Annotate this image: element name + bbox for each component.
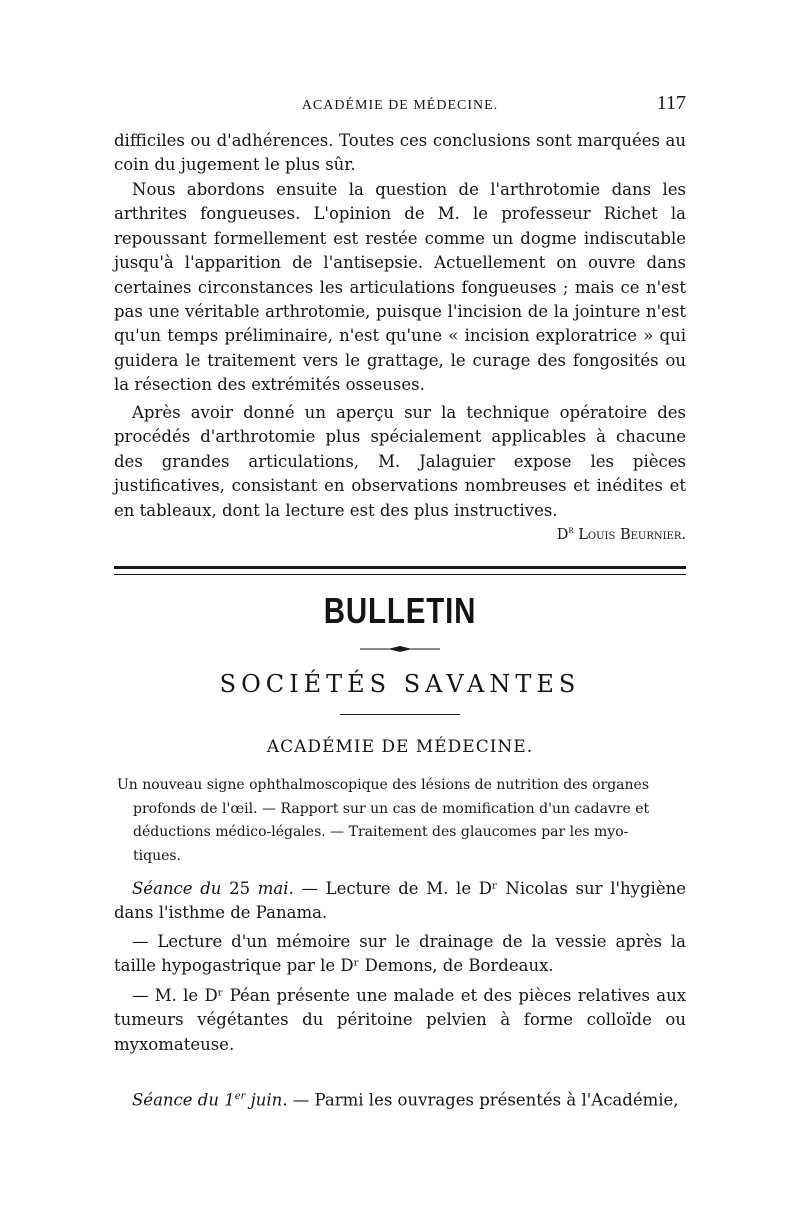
running-title: ACADÉMIE DE MÉDECINE. bbox=[301, 98, 499, 113]
societes-heading: SOCIÉTÉS SAVANTES bbox=[219, 670, 581, 698]
bulletin-title: BULLETIN bbox=[323, 590, 477, 631]
seance-label: Séance du bbox=[132, 879, 222, 898]
seance-25-mai bbox=[114, 877, 686, 926]
seance-month: mai. bbox=[257, 879, 294, 898]
session-summary bbox=[117, 774, 683, 868]
seance-month: juin. bbox=[245, 1090, 288, 1110]
summary-line: déductions médico-légales. — Traitement des glaucomes par les myo- bbox=[133, 824, 629, 840]
paragraph-continuation: difficiles ou d'adhérences. Toutes ces conclusions sont marquées au coin du jugement le plus sûr. bbox=[114, 131, 686, 175]
page-header bbox=[114, 92, 686, 122]
signature-prefix: D bbox=[556, 526, 569, 543]
ornament-divider bbox=[360, 645, 440, 653]
author-signature bbox=[557, 525, 686, 543]
summary-line: tiques. bbox=[133, 847, 182, 864]
seance-item-drainage: — Lecture d'un mémoire sur le drainage de la vessie après la taille hypogastrique par le Dʳ Demons, de Bordeaux. bbox=[114, 932, 686, 976]
page-number: 117 bbox=[656, 92, 686, 114]
seance-text: — Parmi les ouvrages présentés à l'Académie, bbox=[287, 1090, 679, 1110]
paragraph-arthrotomie: Nous abordons ensuite la question de l'arthrotomie dans les arthrites fongueuses. L'opinion de M. le professeur Richet la repoussant formellement est restée comme un dogme indiscutable jusqu'à l'apparition de l'antisepsie. Actuellement on ouvre dans certaines circonstances les articulations fongueuses ; mais ce n'est pas une véritable arthrotomie, puisque l'incision de la jointure n'est qu'un temps préliminaire, n'est qu'une « incision exploratrice » qui guidera le traitement vers le grattage, le curage des fongosités ou la résection des extrémités osseuses. bbox=[114, 180, 686, 395]
summary-line: profonds de l'œil. — Rapport sur un cas de momification d'un cadavre et bbox=[133, 800, 650, 817]
seance-item-pean: — M. le Dʳ Péan présente une malade et des pièces relatives aux tumeurs végétantes du péritoine pelvien à forme colloïde ou myxomateuse. bbox=[114, 986, 686, 1054]
summary-line: Un nouveau signe ophthalmoscopique des lésions de nutrition des organes bbox=[117, 777, 650, 793]
section-rule-thin bbox=[114, 574, 686, 575]
signature-name: Louis Beurnier. bbox=[573, 526, 686, 543]
seance-1er-juin bbox=[114, 1085, 686, 1113]
academie-heading: ACADÉMIE DE MÉDECINE. bbox=[266, 737, 534, 757]
seance-sup: er bbox=[234, 1091, 246, 1102]
section-rule-thick bbox=[114, 566, 686, 569]
paragraph-technique: Après avoir donné un aperçu sur la technique opératoire des procédés d'arthrotomie plus spécialement applicables à chacune des grandes articulations, M. Jalaguier expose les pièces justificatives, consistant en observations nombreuses et inédites et en tableaux, dont la lecture est des plus instructives. bbox=[114, 403, 686, 520]
signature-sup: r bbox=[568, 525, 574, 536]
seance-date: 25 bbox=[221, 879, 258, 898]
seance-label: Séance du 1 bbox=[132, 1090, 235, 1110]
heading-rule bbox=[340, 714, 460, 715]
seance-text: — Lecture de M. le Dʳ Nicolas sur l'hygiène dans l'isthme de Panama. bbox=[114, 879, 686, 923]
